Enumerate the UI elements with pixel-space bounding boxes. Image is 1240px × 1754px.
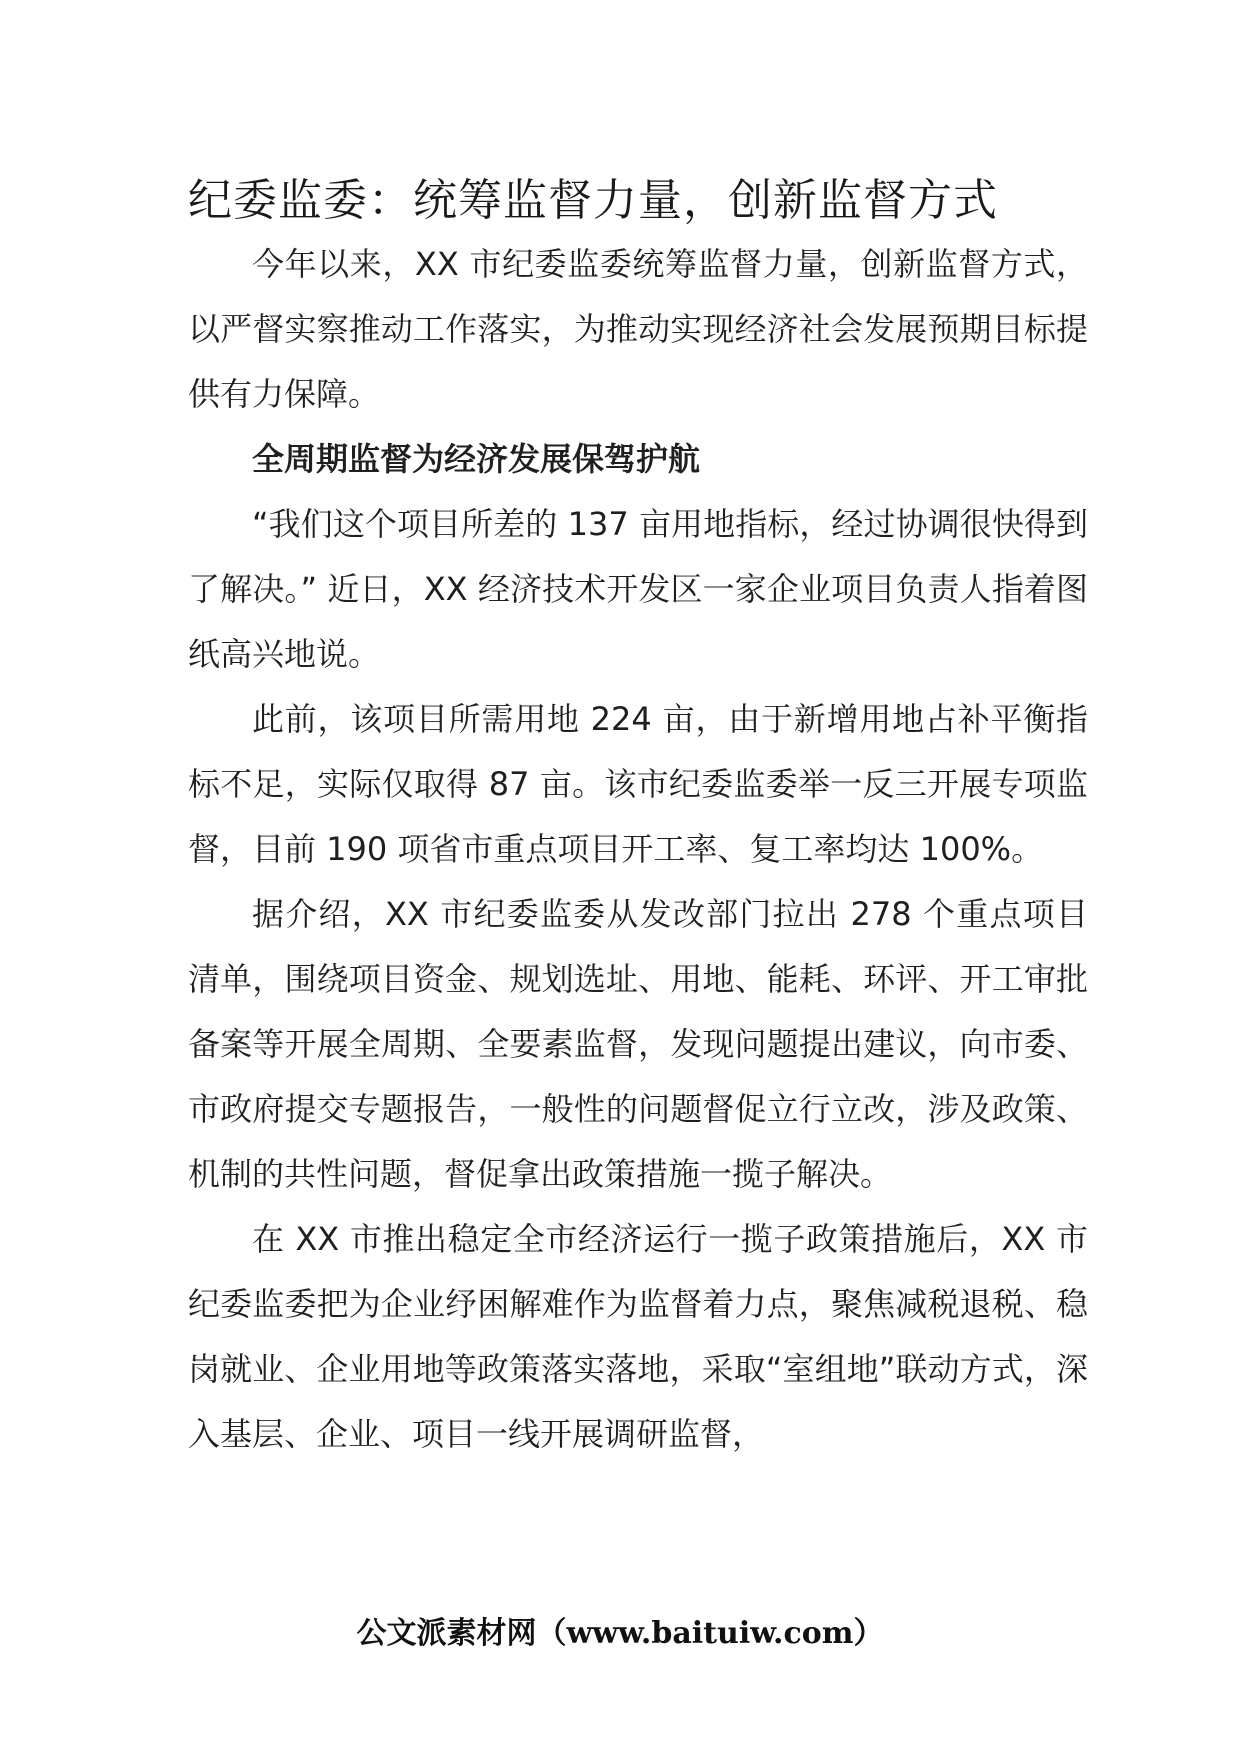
- document-title: 纪委监委：统筹监督力量，创新监督方式: [188, 175, 998, 226]
- paragraph-intro: 今年以来，XX 市纪委监委统筹监督力量，创新监督方式，以严督实察推动工作落实，为推动实现经济社会发展预期目标提供有力保障。: [188, 245, 1088, 413]
- paragraph-background: 此前，该项目所需用地 224 亩，由于新增用地占补平衡指标不足，实际仅取得 87 亩。该市纪委监委举一反三开展专项监督，目前 190 项省市重点项目开工率、复工率均达 100%。: [188, 700, 1088, 868]
- paragraph-quote: “我们这个项目所差的 137 亩用地指标，经过协调很快得到了解决。” 近日，XX 经济技术开发区一家企业项目负责人指着图纸高兴地说。: [188, 505, 1088, 673]
- document-body: [188, 232, 1088, 1467]
- paragraph-introduction: 据介绍，XX 市纪委监委从发改部门拉出 278 个重点项目清单，围绕项目资金、规划选址、用地、能耗、环评、开工审批备案等开展全周期、全要素监督，发现问题提出建议，向市委、市政府提交专题报告，一般性的问题督促立行立改，涉及政策、机制的共性问题，督促拿出政策措施一揽子解决。: [188, 895, 1088, 1193]
- footer-watermark: 公文派素材网（www.baituiw.com）: [356, 1616, 884, 1651]
- paragraph-policy: 在 XX 市推出稳定全市经济运行一揽子政策措施后，XX 市纪委监委把为企业纾困解难作为监督着力点，聚焦减税退税、稳岗就业、企业用地等政策落实落地，采取“室组地”联动方式，深入基层、企业、项目一线开展调研监督，: [188, 1220, 1088, 1453]
- section-heading: 全周期监督为经济发展保驾护航: [252, 440, 701, 478]
